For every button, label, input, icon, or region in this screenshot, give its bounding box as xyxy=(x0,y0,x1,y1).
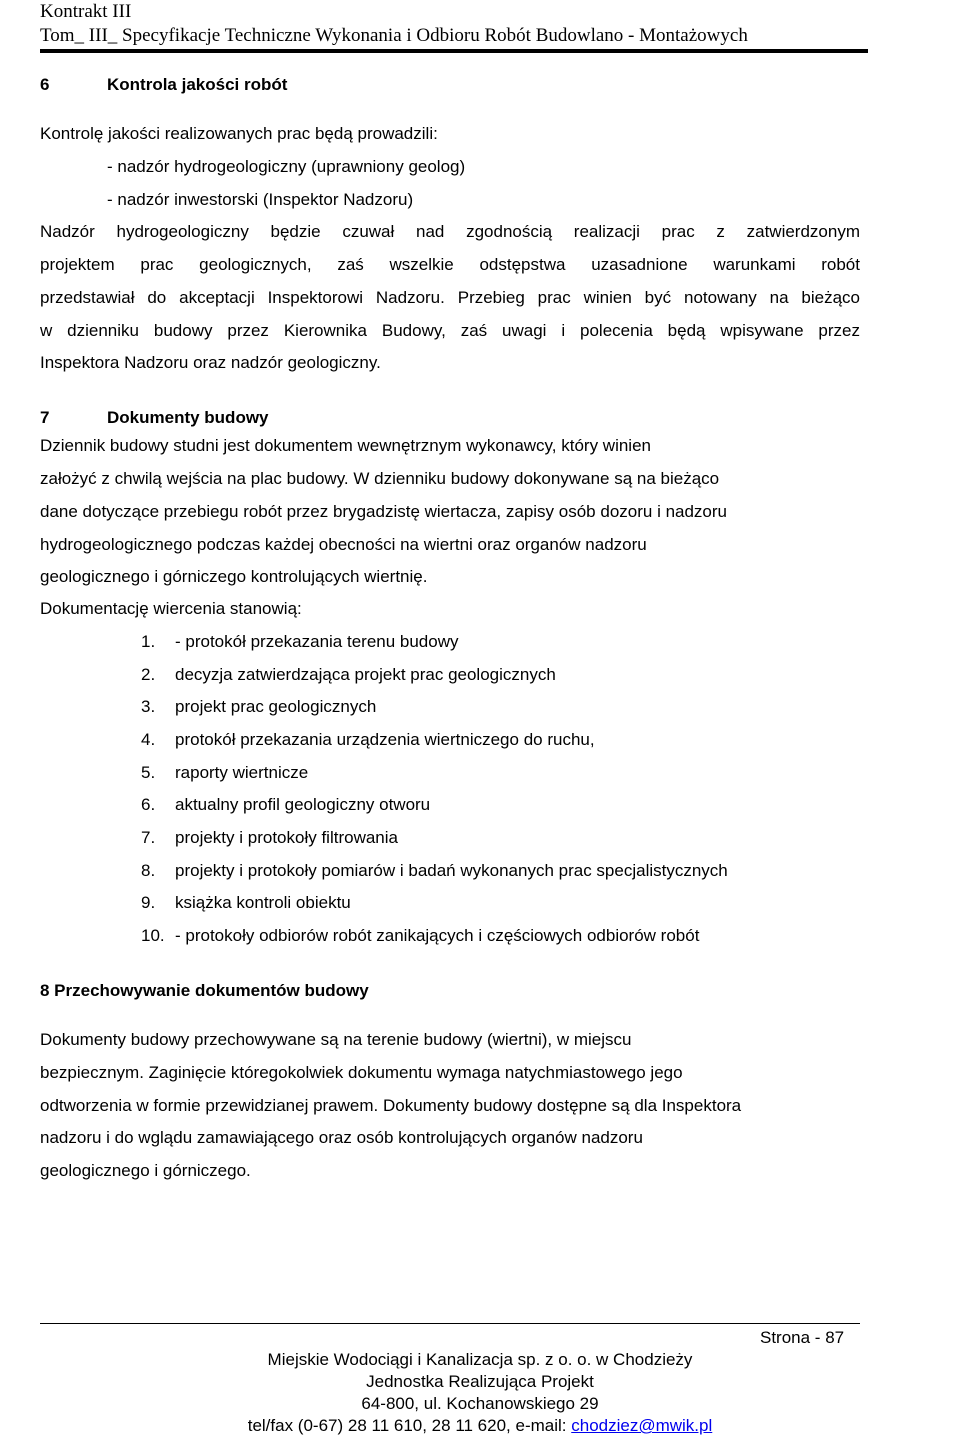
list-item-number: 7. xyxy=(141,828,156,847)
list-item-number: 8. xyxy=(141,861,156,880)
section-8-title: 8 Przechowywanie dokumentów budowy xyxy=(40,981,369,1000)
footer-contact xyxy=(0,1416,960,1436)
list-item-text: raporty wiertnicze xyxy=(175,763,309,782)
list-item-text: projekt prac geologicznych xyxy=(175,697,377,716)
section-7-number: 7 xyxy=(40,408,50,427)
section-6-item-2: - nadzór inwestorski (Inspektor Nadzoru) xyxy=(107,190,414,209)
section-7-line: założyć z chwilą wejścia na plac budowy. W dzienniku budowy dokonywane są na bieżąco xyxy=(40,469,720,488)
list-item-text: - protokoły odbiorów robót zanikających i częściowych odbiorów robót xyxy=(175,926,700,945)
footer-company: Miejskie Wodociągi i Kanalizacja sp. z o. o. w Chodzieży xyxy=(267,1350,693,1369)
list-item xyxy=(141,665,556,685)
list-item xyxy=(141,861,728,881)
list-item-text: decyzja zatwierdzająca projekt prac geologicznych xyxy=(175,665,556,684)
list-item-text: książka kontroli obiektu xyxy=(175,893,351,912)
list-item-text: projekty i protokoły pomiarów i badań wykonanych prac specjalistycznych xyxy=(175,861,728,880)
list-item-number: 3. xyxy=(141,697,156,716)
section-8-line: geologicznego i górniczego. xyxy=(40,1161,251,1180)
list-item xyxy=(141,795,430,815)
list-item-text: projekty i protokoły filtrowania xyxy=(175,828,398,847)
list-item-number: 9. xyxy=(141,893,156,912)
section-8-line: bezpiecznym. Zaginięcie któregokolwiek dokumentu wymaga natychmiastowego jego xyxy=(40,1063,683,1082)
list-item-text: - protokół przekazania terenu budowy xyxy=(175,632,459,651)
list-item-text: aktualny profil geologiczny otworu xyxy=(175,795,431,814)
section-7-line: geologicznego i górniczego kontrolujących wiertnię. xyxy=(40,567,428,586)
section-7-title: Dokumenty budowy xyxy=(107,408,269,427)
page-number: Strona - 87 xyxy=(760,1328,845,1347)
list-item-text: protokół przekazania urządzenia wiertniczego do ruchu, xyxy=(175,730,595,749)
footer-address: 64-800, ul. Kochanowskiego 29 xyxy=(361,1394,599,1413)
header-volume-title: Tom_ III_ Specyfikacje Techniczne Wykonania i Odbioru Robót Budowlano - Montażowych xyxy=(40,25,748,46)
list-item xyxy=(141,893,351,913)
section-6-item-1: - nadzór hydrogeologiczny (uprawniony geolog) xyxy=(107,157,466,176)
section-6-intro: Kontrolę jakości realizowanych prac będą prowadzili: xyxy=(40,124,438,143)
section-8-line: odtworzenia w formie przewidzianej prawem. Dokumenty budowy dostępne są dla Inspektora xyxy=(40,1096,742,1115)
list-item xyxy=(141,828,398,848)
header-contract: Kontrakt III xyxy=(40,1,132,22)
section-6-number: 6 xyxy=(40,75,50,94)
footer-rule xyxy=(40,1323,860,1324)
header-rule xyxy=(40,49,868,53)
section-6-para-line: w dzienniku budowy przez Kierownika Budowy, zaś uwagi i polecenia będą wpisywane przez xyxy=(40,321,860,340)
section-6-para-line: Inspektora Nadzoru oraz nadzór geologiczny. xyxy=(40,353,381,372)
section-7-line: hydrogeologicznego podczas każdej obecności na wiertni oraz organów nadzoru xyxy=(40,535,647,554)
list-item xyxy=(141,926,699,946)
list-item-number: 4. xyxy=(141,730,156,749)
section-8-line: Dokumenty budowy przechowywane są na terenie budowy (wiertni), w miejscu xyxy=(40,1030,632,1049)
footer-phone: tel/fax (0-67) 28 11 610, 28 11 620, e-mail: xyxy=(247,1416,572,1435)
section-6-para-line: projektem prac geologicznych, zaś wszelkie odstępstwa uzasadnione warunkami robót xyxy=(40,255,860,274)
footer-email-link[interactable]: chodziez@mwik.pl xyxy=(571,1416,713,1435)
section-6-title: Kontrola jakości robót xyxy=(107,75,288,94)
list-item-number: 5. xyxy=(141,763,156,782)
list-item-number: 6. xyxy=(141,795,156,814)
section-6-para-line: przedstawiał do akceptacji Inspektorowi Nadzoru. Przebieg prac winien być notowany na bieżąco xyxy=(40,288,860,307)
section-7-line: Dziennik budowy studni jest dokumentem wewnętrznym wykonawcy, który winien xyxy=(40,436,651,455)
list-item xyxy=(141,697,376,717)
section-8-line: nadzoru i do wglądu zamawiającego oraz osób kontrolujących organów nadzoru xyxy=(40,1128,643,1147)
list-item xyxy=(141,730,595,750)
section-7-line: dane dotyczące przebiegu robót przez brygadzistę wiertacza, zapisy osób dozoru i nadzoru xyxy=(40,502,727,521)
list-item xyxy=(141,763,308,783)
list-item xyxy=(141,632,459,652)
footer-unit: Jednostka Realizująca Projekt xyxy=(366,1372,594,1391)
list-item-number: 10. xyxy=(141,926,165,945)
section-6-para-line: Nadzór hydrogeologiczny będzie czuwał nad zgodnością realizacji prac z zatwierdzonym xyxy=(40,222,860,241)
section-7-line: Dokumentację wiercenia stanowią: xyxy=(40,599,302,618)
list-item-number: 2. xyxy=(141,665,156,684)
list-item-number: 1. xyxy=(141,632,156,651)
